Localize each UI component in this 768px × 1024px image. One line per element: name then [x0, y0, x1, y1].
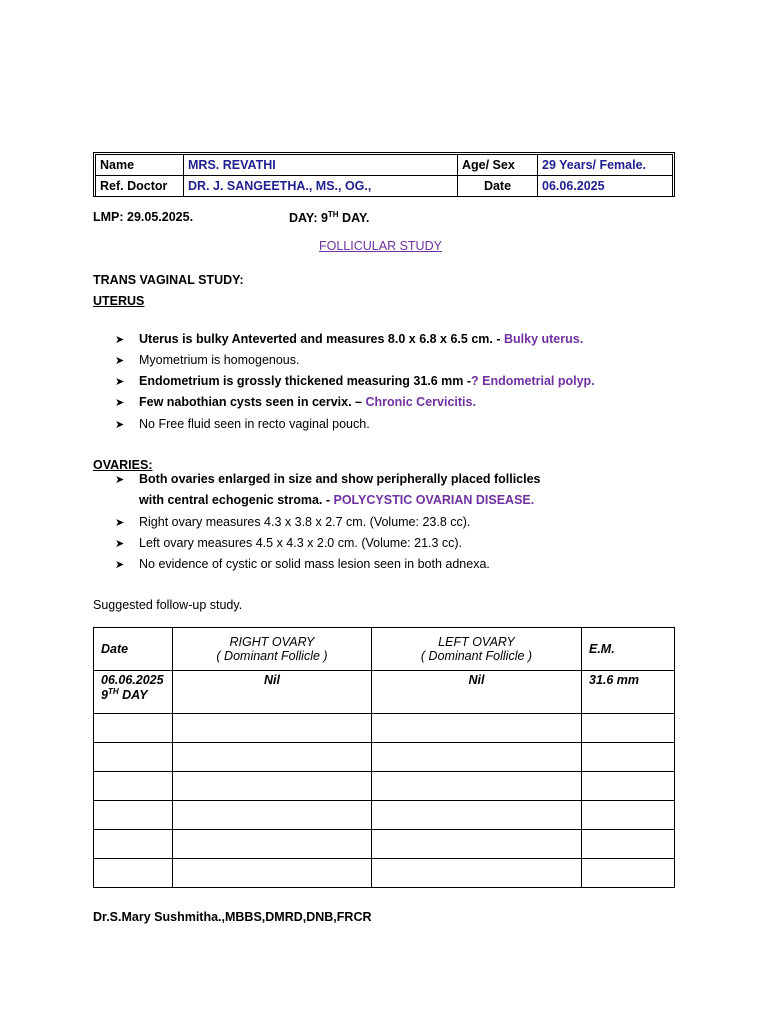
empty-cell: [582, 801, 675, 830]
ovaries-summary-line-1: Both ovaries enlarged in size and show peripherally placed follicles: [139, 472, 541, 486]
uterus-item-text: Uterus is bulky Anteverted and measures 8.0 x 6.8 x 6.5 cm. -: [139, 332, 504, 346]
empty-cell: [94, 743, 173, 772]
age-label: Age/ Sex: [458, 155, 538, 176]
ovary-item-text: Left ovary measures 4.5 x 4.3 x 2.0 cm. (Volume: 21.3 cc).: [139, 536, 463, 550]
followup-header-row: [94, 628, 675, 671]
empty-cell: [173, 714, 372, 743]
uterus-item-note: Bulky uterus.: [503, 332, 584, 346]
row-day-sup: TH: [107, 687, 119, 696]
row-date-cell: [94, 671, 173, 714]
empty-cell: [582, 859, 675, 888]
col-right-title: RIGHT OVARY: [229, 635, 315, 649]
uterus-item: [115, 415, 370, 433]
col-left-subtitle: ( Dominant Follicle ): [420, 649, 533, 663]
cycle-day: [289, 210, 369, 225]
ref-doctor-value: DR. J. SANGEETHA., MS., OG.,: [184, 176, 458, 197]
cycle-day-prefix: DAY: 9: [289, 211, 328, 226]
uterus-item: [115, 330, 583, 348]
date-value: 06.06.2025: [538, 176, 673, 197]
ovaries-heading: OVARIES:: [93, 458, 153, 472]
uterus-item-text: No Free fluid seen in recto vaginal pouch.: [139, 417, 370, 431]
uterus-item: [115, 351, 299, 369]
section-tvs-heading: TRANS VAGINAL STUDY:: [93, 273, 244, 287]
empty-cell: [372, 801, 582, 830]
empty-cell: [94, 772, 173, 801]
empty-cell: [582, 830, 675, 859]
arrowhead-bullet-icon: ➤: [115, 517, 125, 529]
row-left-ovary: Nil: [372, 671, 582, 714]
arrowhead-bullet-icon: ➤: [115, 376, 125, 388]
patient-row-1: [96, 155, 673, 176]
signature: Dr.S.Mary Sushmitha.,MBBS,DMRD,DNB,FRCR: [93, 910, 372, 924]
age-value: 29 Years/ Female.: [538, 155, 673, 176]
arrowhead-bullet-icon: ➤: [115, 538, 125, 550]
lmp-text: LMP: 29.05.2025.: [93, 210, 194, 224]
empty-cell: [372, 830, 582, 859]
row-em: 31.6 mm: [582, 671, 675, 714]
uterus-item-text: Few nabothian cysts seen in cervix. –: [139, 395, 366, 409]
empty-cell: [582, 772, 675, 801]
table-row: [94, 714, 675, 743]
empty-cell: [372, 743, 582, 772]
empty-cell: [173, 830, 372, 859]
col-em-header: E.M.: [582, 628, 675, 671]
patient-row-2: [96, 176, 673, 197]
table-row: [94, 830, 675, 859]
arrowhead-bullet-icon: ➤: [115, 397, 125, 409]
empty-cell: [173, 859, 372, 888]
followup-table: [93, 627, 675, 888]
suggestion-text: Suggested follow-up study.: [93, 598, 243, 612]
name-label: Name: [96, 155, 184, 176]
col-right-ovary-header: [173, 628, 372, 671]
date-label: Date: [458, 176, 538, 197]
patient-info-table: [93, 152, 675, 197]
table-row: [94, 772, 675, 801]
arrowhead-bullet-icon: ➤: [115, 334, 125, 346]
arrowhead-bullet-icon: ➤: [115, 474, 125, 486]
col-left-title: LEFT OVARY: [438, 635, 515, 649]
empty-cell: [372, 772, 582, 801]
empty-cell: [372, 714, 582, 743]
empty-cell: [582, 743, 675, 772]
empty-cell: [94, 830, 173, 859]
uterus-item-text: Myometrium is homogenous.: [139, 353, 300, 367]
col-right-subtitle: ( Dominant Follicle ): [216, 649, 328, 663]
ovary-item: [115, 534, 462, 552]
col-left-ovary-header: [372, 628, 582, 671]
cycle-day-suffix: DAY.: [338, 211, 370, 226]
ref-doctor-label: Ref. Doctor: [96, 176, 184, 197]
table-row: [94, 859, 675, 888]
empty-cell: [94, 859, 173, 888]
row-day: [101, 687, 165, 702]
row-day-suffix: DAY: [118, 688, 148, 703]
uterus-item-note: ? Endometrial polyp.: [471, 374, 595, 388]
uterus-item: [115, 372, 595, 390]
empty-cell: [94, 801, 173, 830]
ovaries-summary-line-2: with central echogenic stroma. -: [139, 493, 334, 507]
empty-cell: [372, 859, 582, 888]
arrowhead-bullet-icon: ➤: [115, 355, 125, 367]
uterus-item-text: Endometrium is grossly thickened measuring 31.6 mm -: [139, 374, 472, 388]
empty-cell: [94, 714, 173, 743]
row-date: 06.06.2025: [101, 673, 164, 687]
ovaries-summary: [115, 470, 541, 488]
arrowhead-bullet-icon: ➤: [115, 559, 125, 571]
table-row: [94, 801, 675, 830]
ovaries-summary-cont: [139, 491, 534, 509]
table-row: [94, 671, 675, 714]
col-date-header: Date: [94, 628, 173, 671]
ovary-item-text: Right ovary measures 4.3 x 3.8 x 2.7 cm. (Volume: 23.8 cc).: [139, 515, 471, 529]
uterus-heading: UTERUS: [93, 294, 145, 308]
empty-cell: [173, 743, 372, 772]
ovary-item-text: No evidence of cystic or solid mass lesion seen in both adnexa.: [139, 557, 490, 571]
table-row: [94, 743, 675, 772]
empty-cell: [173, 772, 372, 801]
empty-cell: [173, 801, 372, 830]
cycle-day-sup: TH: [327, 210, 339, 219]
empty-cell: [582, 714, 675, 743]
uterus-item-note: Chronic Cervicitis.: [365, 395, 476, 409]
ovary-item: [115, 513, 470, 531]
report-title: FOLLICULAR STUDY: [319, 239, 442, 253]
row-right-ovary: Nil: [173, 671, 372, 714]
uterus-item: [115, 393, 476, 411]
arrowhead-bullet-icon: ➤: [115, 419, 125, 431]
ovary-item: [115, 555, 490, 573]
ovaries-impression: POLYCYSTIC OVARIAN DISEASE.: [333, 493, 535, 507]
name-value: MRS. REVATHI: [184, 155, 458, 176]
row-day-prefix: 9: [101, 688, 108, 703]
